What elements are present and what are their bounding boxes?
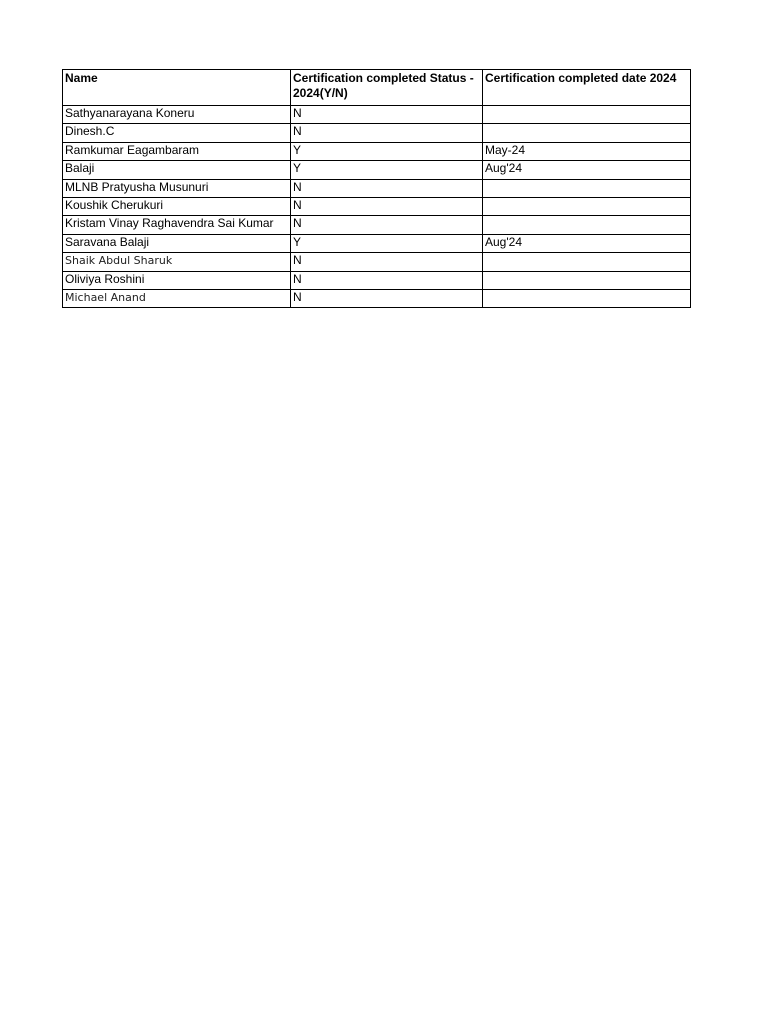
cell-name: Dinesh.C [63,124,291,142]
cell-status: Y [291,161,483,179]
cell-status: N [291,253,483,271]
table-row [63,142,691,160]
table-row [63,253,691,271]
table-row [63,179,691,197]
cell-status: N [291,179,483,197]
cell-date [483,271,691,289]
header-row [63,70,691,106]
cell-date: Aug'24 [483,234,691,252]
cell-name: Michael Anand [63,289,291,307]
cell-name: Sathyanarayana Koneru [63,106,291,124]
cell-name: Oliviya Roshini [63,271,291,289]
cell-date [483,179,691,197]
cell-status: N [291,197,483,215]
cell-status: Y [291,142,483,160]
table-row [63,124,691,142]
header-status: Certification completed Status - 2024(Y/N) [291,70,483,106]
cell-name: Ramkumar Eagambaram [63,142,291,160]
table-row [63,234,691,252]
table-row [63,271,691,289]
table-row [63,289,691,307]
cell-status: N [291,289,483,307]
header-name: Name [63,70,291,106]
cell-status: N [291,124,483,142]
table-row [63,106,691,124]
cell-name: Koushik Cherukuri [63,197,291,215]
cell-date [483,124,691,142]
cell-name: MLNB Pratyusha Musunuri [63,179,291,197]
cell-date [483,106,691,124]
certification-table [62,69,691,308]
cell-name: Balaji [63,161,291,179]
cell-status: Y [291,234,483,252]
cell-date: Aug'24 [483,161,691,179]
cell-date [483,289,691,307]
cell-date [483,216,691,234]
cell-status: N [291,216,483,234]
cell-status: N [291,271,483,289]
table-row [63,197,691,215]
cell-name: Saravana Balaji [63,234,291,252]
cell-name: Shaik Abdul Sharuk [63,253,291,271]
cell-name: Kristam Vinay Raghavendra Sai Kumar [63,216,291,234]
cell-date [483,253,691,271]
cell-date [483,197,691,215]
table-row [63,161,691,179]
table-row [63,216,691,234]
cell-date: May-24 [483,142,691,160]
cell-status: N [291,106,483,124]
header-date: Certification completed date 2024 [483,70,691,106]
